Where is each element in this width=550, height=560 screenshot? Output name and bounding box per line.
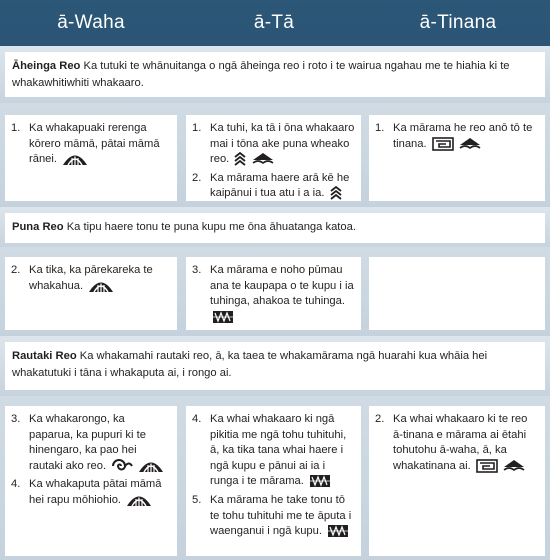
list-item	[192, 412, 355, 490]
list-item	[192, 121, 355, 168]
item-text-block	[210, 493, 355, 540]
list-item	[192, 171, 355, 202]
item-text-block	[29, 263, 171, 294]
list-item	[375, 121, 539, 152]
mouth-icon	[138, 459, 164, 473]
list-item	[192, 263, 355, 325]
item-text: Ka mārama he reo anō tō te tinana.	[393, 122, 533, 150]
item-number: 1.	[375, 122, 385, 134]
item-text: Ka whai whakaaro ki te reo ā-tinana e mārama ai ētahi tohutohu ā-waha, ā, ka whakatinana ai.	[393, 413, 528, 472]
item-text-block	[29, 412, 171, 474]
section-row-puna	[0, 247, 550, 336]
item-number: 4.	[11, 478, 21, 491]
spiral-square-icon	[476, 459, 498, 473]
cell-tinana	[369, 115, 545, 201]
item-text-block	[210, 412, 355, 490]
item-text-block	[210, 171, 355, 202]
header-ta: ā-Tā	[253, 12, 295, 33]
spiral-square-icon	[432, 137, 454, 151]
item-number: 2.	[375, 413, 385, 425]
header-waha: ā-Waha	[57, 12, 125, 33]
item-text: Ka tika, ka pārekareka te whakahua.	[29, 264, 153, 292]
item-number: 5.	[192, 493, 202, 506]
section-description: Ka tutuki te whānuitanga o ngā āheinga reo i roto i te wairua ngahau me te hiahia ki te whakawhitiwhiti whakaaro.	[12, 60, 510, 89]
item-text-block	[29, 477, 171, 508]
header-tinana: ā-Tinana	[419, 12, 497, 33]
section-title: Rautaki Reo	[12, 350, 77, 362]
mouth-icon	[126, 493, 152, 507]
list-item	[11, 477, 171, 508]
item-number: 2.	[11, 264, 21, 276]
cell-tinana	[369, 406, 545, 556]
item-text: Ka whakaputa pātai māmā hei rapu mōhiohio.	[29, 478, 162, 506]
item-text-block	[210, 121, 355, 168]
cell-waha	[5, 257, 177, 330]
item-text: Ka whakarongo, ka paparua, ka pupuri ki te hinengaro, ka pao hei rautaki ako reo.	[29, 413, 146, 472]
cell-ta	[186, 115, 361, 201]
item-text-block	[29, 121, 171, 168]
item-text: Ka mārama he take tonu tō te tohu tuhituhi me te āputa i waenganui i ngā kupu.	[210, 493, 352, 538]
item-number: 1.	[192, 122, 202, 134]
cell-tinana	[369, 257, 545, 330]
section-title: Puna Reo	[12, 221, 64, 233]
section-description: Ka whakamahi rautaki reo, ā, ka taea te whakamārama ngā huarahi kua whāia hei whakatutuki i tāna i whakaputa ai, i rongo ai.	[12, 350, 488, 379]
item-number: 4.	[192, 413, 202, 425]
section-band-rautaki	[0, 336, 550, 396]
chevron-pattern-icon	[234, 152, 246, 166]
item-text: Ka tuhi, ka tā i ōna whakaaro mai i tōna ake puna wheako reo.	[210, 122, 355, 166]
section-title: Āheinga Reo	[12, 60, 81, 72]
section-band-aheinga	[0, 46, 550, 103]
mouth-icon	[88, 279, 114, 293]
item-text-block	[393, 121, 539, 152]
item-number: 1.	[11, 122, 21, 134]
item-text: Ka whai whakaaro ki ngā pikitia me ngā tohu tuhituhi, ā, ka tika tana whai haere i ngā kupu e pānui ai ia i runga i te mārama.	[210, 413, 347, 488]
list-item	[11, 263, 171, 294]
item-text: Ka mārama haere arā kē he kaipānui i tua atu i a ia.	[210, 171, 350, 200]
item-number: 3.	[11, 413, 21, 425]
mouth-icon	[62, 152, 88, 166]
weave-icon	[327, 524, 349, 538]
list-item	[11, 412, 171, 474]
item-text: Ka whakapuaki rerenga kōrero māmā, pātai māmā rānei.	[29, 122, 160, 166]
chevron-pattern-icon	[330, 186, 342, 200]
section-description: Ka tipu haere tonu te puna kupu me ōna āhuatanga katoa.	[66, 221, 356, 233]
cell-ta	[186, 406, 361, 556]
section-row-aheinga	[0, 103, 550, 207]
weave-icon	[212, 310, 234, 324]
cell-waha	[5, 406, 177, 556]
koru-ear-icon	[111, 459, 133, 473]
cell-ta	[186, 257, 361, 330]
cell-waha	[5, 115, 177, 201]
weave-icon	[309, 474, 331, 488]
section-band-puna	[0, 207, 550, 247]
mountain-wave-icon	[252, 152, 274, 166]
item-text: Ka mārama e noho pūmau ana te kaupapa o te kupu i ia tuhinga, ahakoa te tuhinga.	[210, 264, 354, 308]
mountain-wave-icon	[459, 137, 481, 151]
list-item	[192, 493, 355, 540]
mountain-wave-icon	[503, 459, 525, 473]
item-text-block	[210, 263, 355, 325]
section-row-rautaki	[0, 396, 550, 560]
list-item	[11, 121, 171, 168]
item-number: 2.	[192, 171, 202, 184]
list-item	[375, 412, 539, 474]
item-text-block	[393, 412, 539, 474]
table-header	[0, 0, 550, 46]
item-number: 3.	[192, 264, 202, 276]
